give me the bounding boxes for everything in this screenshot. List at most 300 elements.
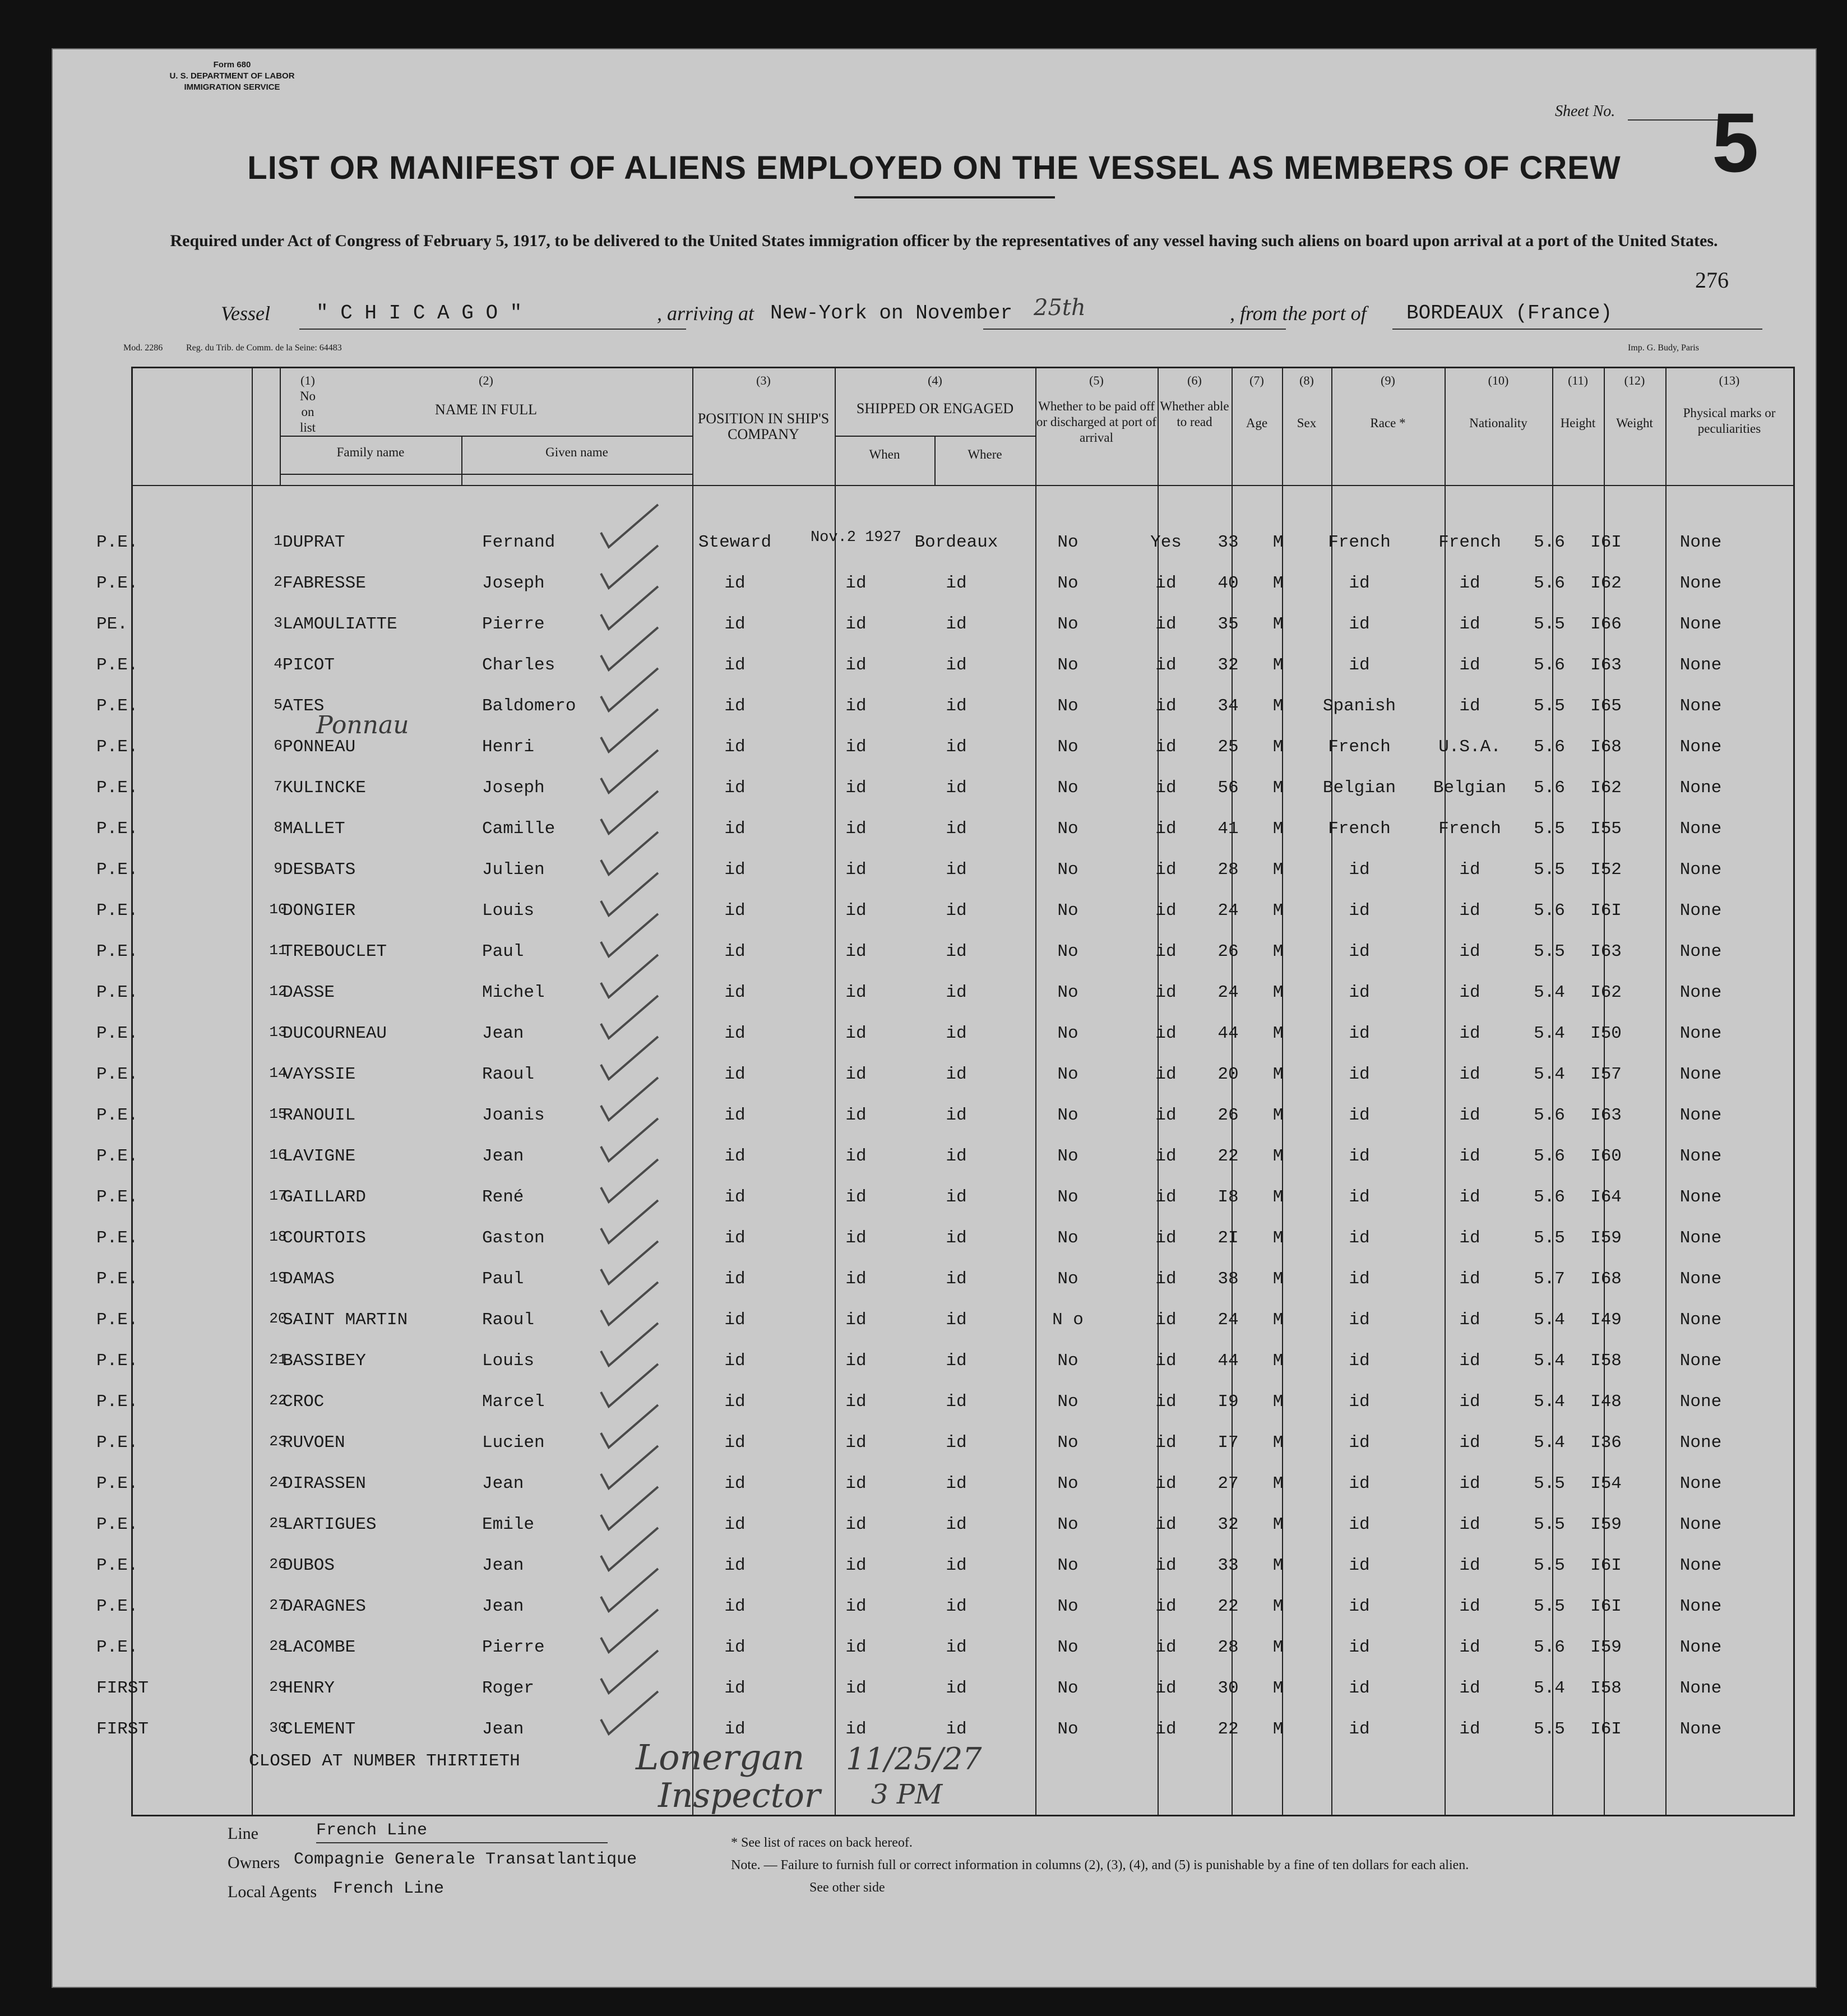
vessel-underline: [299, 329, 686, 330]
table-row: [53, 1392, 1816, 1432]
row-position: id: [724, 1146, 746, 1166]
row-able-to-read: id: [1155, 1228, 1177, 1248]
footer-line-label: Line: [228, 1824, 258, 1843]
row-nationality: id: [1459, 1024, 1480, 1043]
row-given-name: Paul: [482, 1269, 524, 1289]
row-height: 5.6: [1534, 574, 1565, 593]
row-physical-marks: None: [1679, 1515, 1722, 1534]
header-col13: [1665, 373, 1793, 437]
table-row: [53, 529, 1816, 573]
row-age: 27: [1218, 1474, 1239, 1493]
check-mark: [601, 1528, 658, 1570]
row-where: id: [946, 1310, 967, 1330]
row-family-name: DARAGNES: [283, 1597, 366, 1616]
row-age: I7: [1218, 1433, 1239, 1453]
col8-number: (8): [1299, 373, 1314, 387]
row-physical-marks: None: [1679, 1597, 1722, 1616]
table-row: [53, 1269, 1816, 1310]
row-age: 32: [1218, 1515, 1239, 1534]
row-position: id: [724, 1228, 746, 1248]
inspection-checkmarks: [601, 505, 658, 1734]
row-nationality: id: [1459, 1310, 1480, 1330]
row-when: id: [845, 1269, 867, 1289]
row-position: id: [724, 1106, 746, 1125]
row-family-name: DIRASSEN: [283, 1474, 366, 1493]
row-weight: I55: [1590, 819, 1622, 839]
row-number: 10: [269, 901, 287, 918]
row-paid-off: No: [1057, 1433, 1078, 1453]
row-given-name: Pierre: [482, 1638, 545, 1657]
row-number: 24: [269, 1474, 287, 1491]
row-race: id: [1349, 1269, 1370, 1289]
row-when: id: [845, 614, 867, 634]
check-mark: [601, 791, 658, 834]
row-age: 35: [1218, 614, 1239, 634]
row-nationality: id: [1459, 1433, 1480, 1453]
row-given-name: Emile: [482, 1515, 535, 1534]
footer-owners-label: Owners: [228, 1853, 280, 1872]
row-height: 5.6: [1534, 1146, 1565, 1166]
row-sex: M: [1272, 1187, 1284, 1207]
row-able-to-read: id: [1155, 1515, 1177, 1534]
row-when: id: [845, 1024, 867, 1043]
row-when: id: [845, 1597, 867, 1616]
row-height: 5.6: [1534, 533, 1565, 552]
table-row: [53, 1597, 1816, 1637]
row-physical-marks: None: [1679, 819, 1722, 839]
row-mark: P.E.: [96, 1146, 138, 1166]
row-age: 41: [1218, 819, 1239, 839]
row-race: French: [1328, 737, 1391, 757]
col6-number: (6): [1187, 373, 1202, 387]
arriving-label: , arriving at: [657, 302, 754, 325]
row-weight: I63: [1590, 942, 1622, 961]
table-row: [53, 1679, 1816, 1719]
row-paid-off: No: [1057, 533, 1078, 552]
row-race: French: [1328, 533, 1391, 552]
row-age: 28: [1218, 1638, 1239, 1657]
row-age: 34: [1218, 696, 1239, 716]
row-mark: P.E.: [96, 942, 138, 961]
row-physical-marks: None: [1679, 983, 1722, 1002]
check-mark: [601, 1159, 658, 1202]
row-age: 32: [1218, 655, 1239, 675]
row-mark: P.E.: [96, 1474, 138, 1493]
row-given-name: Jean: [482, 1024, 524, 1043]
header-col2: [280, 373, 692, 418]
page-title: LIST OR MANIFEST OF ALIENS EMPLOYED ON THE VESSEL AS MEMBERS OF CREW: [247, 150, 1621, 186]
row-position: id: [724, 1392, 746, 1412]
row-family-name: LAVIGNE: [283, 1146, 356, 1166]
row-age: 40: [1218, 574, 1239, 593]
row-when: id: [845, 1433, 867, 1453]
row-where: id: [946, 1474, 967, 1493]
col13-label: Physical marks or peculiarities: [1683, 406, 1776, 436]
col1-label: No on list: [299, 389, 316, 434]
row-physical-marks: None: [1679, 574, 1722, 593]
row-race: id: [1349, 1515, 1370, 1534]
row-position: id: [724, 1187, 746, 1207]
row-given-name: Michel: [482, 983, 545, 1002]
row-sex: M: [1272, 901, 1284, 921]
row-height: 5.4: [1534, 983, 1565, 1002]
col9-number: (9): [1381, 373, 1395, 387]
row-physical-marks: None: [1679, 1556, 1722, 1575]
check-mark: [601, 873, 658, 915]
row-family-name: DUCOURNEAU: [283, 1024, 387, 1043]
row-height: 5.5: [1534, 1597, 1565, 1616]
row-race: id: [1349, 1310, 1370, 1330]
row-nationality: French: [1438, 533, 1501, 552]
col11-number: (11): [1568, 373, 1588, 387]
col3-number: (3): [756, 373, 771, 387]
table-row: [53, 983, 1816, 1023]
row-height: 5.5: [1534, 1515, 1565, 1534]
col8-label: Sex: [1297, 416, 1317, 430]
row-physical-marks: None: [1679, 655, 1722, 675]
row-nationality: id: [1459, 1556, 1480, 1575]
footer-line-value: French Line: [316, 1821, 428, 1840]
row-when: id: [845, 1679, 867, 1698]
printer-ref: Imp. G. Budy, Paris: [1628, 343, 1699, 353]
row-given-name: Roger: [482, 1679, 535, 1698]
row-race: id: [1349, 1392, 1370, 1412]
row-age: 24: [1218, 1310, 1239, 1330]
row-number: 5: [274, 696, 283, 713]
row-able-to-read: id: [1155, 1474, 1177, 1493]
row-sex: M: [1272, 1269, 1284, 1289]
row-weight: I58: [1590, 1351, 1622, 1371]
row-mark: PE.: [96, 614, 128, 634]
row-mark: P.E.: [96, 1638, 138, 1657]
row-physical-marks: None: [1679, 737, 1722, 757]
row-sex: M: [1272, 533, 1284, 552]
row-weight: I60: [1590, 1146, 1622, 1166]
row-where: id: [946, 778, 967, 798]
row-when: id: [845, 819, 867, 839]
row-paid-off: No: [1057, 1392, 1078, 1412]
row-race: id: [1349, 1679, 1370, 1698]
table-row: [53, 1146, 1816, 1187]
row-position: id: [724, 1310, 746, 1330]
check-mark: [601, 505, 658, 547]
row-able-to-read: id: [1155, 614, 1177, 634]
row-mark: P.E.: [96, 1269, 138, 1289]
row-where: id: [946, 1679, 967, 1698]
row-sex: M: [1272, 983, 1284, 1002]
row-able-to-read: id: [1155, 1556, 1177, 1575]
col10-number: (10): [1488, 373, 1509, 387]
row-race: id: [1349, 1187, 1370, 1207]
row-height: 5.4: [1534, 1433, 1565, 1453]
row-number: 22: [269, 1392, 287, 1409]
row-paid-off: No: [1057, 1638, 1078, 1657]
inspector-signature: Lonergan: [636, 1737, 805, 1778]
inspector-title: Inspector: [658, 1776, 821, 1815]
row-race: id: [1349, 1024, 1370, 1043]
row-paid-off: No: [1057, 696, 1078, 716]
inspection-time: 3 PM: [871, 1779, 943, 1810]
row-race: id: [1349, 1146, 1370, 1166]
row-physical-marks: None: [1679, 1351, 1722, 1371]
check-mark: [601, 1118, 658, 1161]
header-col6: [1158, 373, 1232, 430]
row-paid-off: No: [1057, 574, 1078, 593]
col12-number: (12): [1624, 373, 1645, 387]
row-height: 5.5: [1534, 819, 1565, 839]
row-able-to-read: Yes: [1150, 533, 1182, 552]
row-paid-off: No: [1057, 1106, 1078, 1125]
row-nationality: id: [1459, 1679, 1480, 1698]
table-row: [53, 737, 1816, 778]
row-where: id: [946, 1106, 967, 1125]
row-when: id: [845, 1719, 867, 1739]
row-when: Nov.2 1927: [810, 529, 902, 546]
reg-ref: Reg. du Trib. de Comm. de la Seine: 64483: [186, 343, 342, 353]
from-label: , from the port of: [1230, 302, 1367, 325]
check-mark: [601, 955, 658, 997]
row-physical-marks: None: [1679, 1146, 1722, 1166]
row-position: id: [724, 1065, 746, 1084]
row-sex: M: [1272, 574, 1284, 593]
row-age: 24: [1218, 983, 1239, 1002]
row-nationality: id: [1459, 1187, 1480, 1207]
table-row: [53, 1638, 1816, 1678]
row-when: id: [845, 778, 867, 798]
col5-number: (5): [1089, 373, 1104, 387]
row-family-name: RANOUIL: [283, 1106, 356, 1125]
check-mark: [601, 668, 658, 711]
row-age: 28: [1218, 860, 1239, 880]
row-height: 5.5: [1534, 942, 1565, 961]
row-mark: P.E.: [96, 1187, 138, 1207]
row-physical-marks: None: [1679, 1433, 1722, 1453]
row-when: id: [845, 1065, 867, 1084]
row-number: 27: [269, 1597, 287, 1613]
row-weight: I63: [1590, 655, 1622, 675]
row-age: I9: [1218, 1392, 1239, 1412]
row-height: 5.5: [1534, 860, 1565, 880]
table-row: [53, 901, 1816, 941]
row-number: 28: [269, 1638, 287, 1654]
row-where: id: [946, 983, 967, 1002]
row-number: 23: [269, 1433, 287, 1450]
row-mark: P.E.: [96, 533, 138, 552]
header-where: Where: [968, 447, 1002, 461]
row-paid-off: No: [1057, 1719, 1078, 1739]
row-family-name: DONGIER: [283, 901, 356, 921]
footer-owners-value: Compagnie Generale Transatlantique: [294, 1850, 637, 1869]
row-age: 2I: [1218, 1228, 1239, 1248]
row-when: id: [845, 1228, 867, 1248]
row-mark: P.E.: [96, 574, 138, 593]
row-number: 1: [274, 533, 283, 549]
row-mark: P.E.: [96, 1310, 138, 1330]
row-height: 5.4: [1534, 1310, 1565, 1330]
row-weight: I68: [1590, 1269, 1622, 1289]
table-row: [53, 1024, 1816, 1064]
check-mark: [601, 1078, 658, 1120]
vessel-label: Vessel: [221, 302, 270, 325]
row-family-name: DESBATS: [283, 860, 356, 880]
row-number: 2: [274, 574, 283, 590]
row-where: id: [946, 1065, 967, 1084]
row-physical-marks: None: [1679, 1269, 1722, 1289]
row-physical-marks: None: [1679, 1106, 1722, 1125]
check-mark: [601, 545, 658, 588]
row-sex: M: [1272, 655, 1284, 675]
row-sex: M: [1272, 1433, 1284, 1453]
row-able-to-read: id: [1155, 983, 1177, 1002]
row-where: id: [946, 819, 967, 839]
row-race: id: [1349, 1638, 1370, 1657]
footer-note-see-other: See other side: [809, 1880, 885, 1895]
row-nationality: U.S.A.: [1438, 737, 1501, 757]
row-nationality: id: [1459, 614, 1480, 634]
row-age: I8: [1218, 1187, 1239, 1207]
row-sex: M: [1272, 819, 1284, 839]
sheet-code: 276: [1695, 267, 1729, 293]
row-nationality: id: [1459, 1065, 1480, 1084]
row-family-name: CROC: [283, 1392, 325, 1412]
row-weight: I64: [1590, 1187, 1622, 1207]
row-race: id: [1349, 614, 1370, 634]
row-given-name: Joseph: [482, 574, 545, 593]
row-race: id: [1349, 860, 1370, 880]
check-mark: [601, 1364, 658, 1407]
row-mark: P.E.: [96, 1351, 138, 1371]
row-weight: I6I: [1590, 901, 1622, 921]
table-row: [53, 1351, 1816, 1391]
row-family-name: DUPRAT: [283, 533, 345, 552]
row-number: 20: [269, 1310, 287, 1327]
row-sex: M: [1272, 696, 1284, 716]
row-physical-marks: None: [1679, 1310, 1722, 1330]
row-position: id: [724, 1679, 746, 1698]
row-height: 5.6: [1534, 655, 1565, 675]
row-where: id: [946, 1515, 967, 1534]
row-nationality: id: [1459, 1106, 1480, 1125]
row-weight: I59: [1590, 1228, 1622, 1248]
row-given-name: Jean: [482, 1146, 524, 1166]
header-family-name: Family name: [336, 445, 405, 459]
row-able-to-read: id: [1155, 1679, 1177, 1698]
row-family-name: LACOMBE: [283, 1638, 356, 1657]
row-sex: M: [1272, 1228, 1284, 1248]
row-able-to-read: id: [1155, 942, 1177, 961]
row-given-name: Charles: [482, 655, 556, 675]
row-able-to-read: id: [1155, 1310, 1177, 1330]
row-when: id: [845, 737, 867, 757]
col2-label: NAME IN FULL: [435, 401, 537, 418]
row-height: 5.5: [1534, 1474, 1565, 1493]
row-paid-off: No: [1057, 819, 1078, 839]
row-where: id: [946, 696, 967, 716]
row-number: 26: [269, 1556, 287, 1573]
row-age: 22: [1218, 1146, 1239, 1166]
row-where: id: [946, 1556, 967, 1575]
row-given-name: Joanis: [482, 1106, 545, 1125]
col12-label: Weight: [1616, 416, 1653, 430]
row-position: id: [724, 1719, 746, 1739]
row-number: 4: [274, 655, 283, 672]
row-position: id: [724, 1269, 746, 1289]
row-nationality: id: [1459, 1638, 1480, 1657]
row-when: id: [845, 901, 867, 921]
row-mark: P.E.: [96, 1024, 138, 1043]
table-row: [53, 574, 1816, 614]
row-given-name: Lucien: [482, 1433, 545, 1453]
row-able-to-read: id: [1155, 901, 1177, 921]
row-paid-off: No: [1057, 983, 1078, 1002]
row-position: id: [724, 1474, 746, 1493]
table-row: [53, 942, 1816, 982]
row-able-to-read: id: [1155, 1351, 1177, 1371]
row-able-to-read: id: [1155, 1269, 1177, 1289]
row-height: 5.6: [1534, 1106, 1565, 1125]
row-height: 5.4: [1534, 1024, 1565, 1043]
row-mark: P.E.: [96, 1228, 138, 1248]
row-position: id: [724, 1433, 746, 1453]
row-position: Steward: [698, 533, 772, 552]
row-paid-off: No: [1057, 1187, 1078, 1207]
row-given-name: Marcel: [482, 1392, 545, 1412]
row-family-name: GAILLARD: [283, 1187, 366, 1207]
header-rule: [133, 485, 1793, 486]
row-when: id: [845, 655, 867, 675]
row-where: id: [946, 737, 967, 757]
table-row: [53, 1556, 1816, 1596]
check-mark: [601, 1282, 658, 1325]
col10-label: Nationality: [1469, 416, 1527, 430]
row-number: 6: [274, 737, 283, 754]
row-when: id: [845, 1474, 867, 1493]
footer-line-underline: [316, 1842, 608, 1843]
sheet-number: 5: [1712, 95, 1759, 189]
col4-number: (4): [928, 373, 942, 387]
row-position: id: [724, 983, 746, 1002]
row-position: id: [724, 655, 746, 675]
handwritten-name-correction: Ponnau: [316, 711, 409, 739]
row-when: id: [845, 1146, 867, 1166]
check-mark: [601, 996, 658, 1038]
row-height: 5.4: [1534, 1351, 1565, 1371]
row-number: 18: [269, 1228, 287, 1245]
row-given-name: René: [482, 1187, 524, 1207]
table-row: [53, 1433, 1816, 1473]
row-sex: M: [1272, 1556, 1284, 1575]
row-nationality: id: [1459, 1351, 1480, 1371]
row-physical-marks: None: [1679, 696, 1722, 716]
check-mark: [601, 1569, 658, 1611]
row-sex: M: [1272, 778, 1284, 798]
row-sex: M: [1272, 1679, 1284, 1698]
row-given-name: Gaston: [482, 1228, 545, 1248]
row-paid-off: No: [1057, 614, 1078, 634]
row-given-name: Joseph: [482, 778, 545, 798]
row-able-to-read: id: [1155, 696, 1177, 716]
row-race: id: [1349, 1474, 1370, 1493]
row-nationality: id: [1459, 1597, 1480, 1616]
col6-label: Whether able to read: [1160, 399, 1229, 429]
row-weight: I54: [1590, 1474, 1622, 1493]
table-row: [53, 1228, 1816, 1269]
header-col10: [1445, 373, 1552, 431]
row-physical-marks: None: [1679, 1187, 1722, 1207]
row-family-name: VAYSSIE: [283, 1065, 356, 1084]
row-able-to-read: id: [1155, 574, 1177, 593]
row-weight: I6I: [1590, 533, 1622, 552]
